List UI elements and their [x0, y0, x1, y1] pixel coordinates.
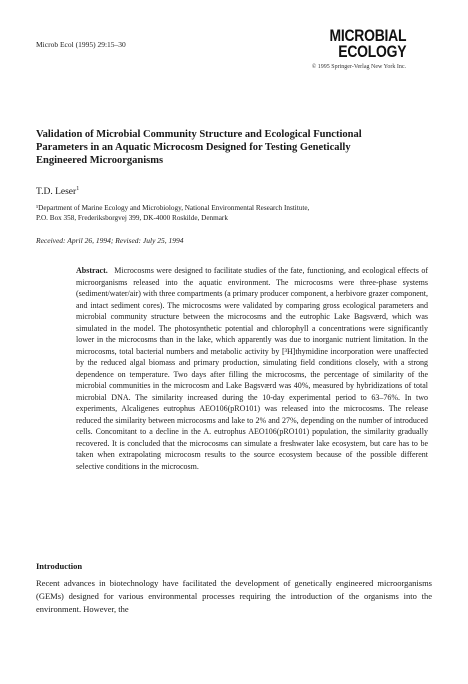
- journal-title-line2: ECOLOGY: [338, 42, 406, 61]
- author-superscript: 1: [76, 186, 80, 192]
- introduction-body: Recent advances in biotechnology have facilitated the development of genetically engineered microorganisms (GEMs) designed for various environmental processes requiring the introduction of the organisms into the environment. However, the: [36, 578, 432, 614]
- copyright-notice: © 1995 Springer-Verlag New York Inc.: [311, 64, 406, 70]
- affiliation: [36, 203, 416, 223]
- abstract-body: Microcosms were designed to facilitate studies of the fate, functioning, and ecological effects of microorganisms released into the aquatic environment. The microcosms were three-phase systems (sediment/water/air) with three compartments (a primary producer component, a herbivore grazer component, and intact sediment cores). The microcosms were validated by comparing gross ecological parameters and microbial community structure between the microcosms and the eutrophic Lake Bagsværd, which was simulated in the model. The photosynthetic potential and chlorophyll a concentrations were significantly lower in the microcosms than in the lake, which apparently was due to inorganic nutrient limitation. In the microcosms, total bacterial numbers and metabolic activity by [³H]thymidine incorporation were unaffected by the reduced algal biomass and primary production, simulating field conditions closely, with a strong dependence on temperature. Two days after filling the microcosms, the percentage of similarity of the microbial communities in the microcosm and Lake Bagsværd was 40%, measured by hybridizations of total microbial DNA. The similarity increased during the 10-day experimental period to 63–76%. In two experiments, Alcaligenes eutrophus AEO106(pRO101) was released into the microcosms. The release reduced the similarity between microcosms and lake to 2% and 27%, depending on the number of introduced cells. Concomitant to a decline in the A. eutrophus AEO106(pRO101) population, the similarity gradually recovered. It is concluded that the microcosms can simulate a freshwater lake ecosystem, but care has to be taken when extrapolating microcosm results to the source ecosystem because of the possible different selective conditions in the microcosm.: [76, 266, 428, 471]
- journal-title-line1: MICROBIAL: [329, 26, 406, 45]
- paper-title: Validation of Microbial Community Structure and Ecological Functional Parameters in an Aquatic Microcosm Designed for Testing Genetically Engineered Microorganisms: [36, 129, 362, 166]
- received-revised-dates: Received: April 26, 1994; Revised: July 25, 1994: [36, 236, 184, 245]
- introduction-heading: Introduction: [36, 561, 83, 571]
- journal-citation: Microb Ecol (1995) 29:15–30: [36, 40, 126, 49]
- author: [36, 186, 79, 197]
- author-name: T.D. Leser: [36, 187, 77, 198]
- affiliation-line-2: P.O. Box 358, Frederiksborgvej 399, DK-4000 Roskilde, Denmark: [36, 214, 228, 222]
- abstract-heading: Abstract.: [76, 266, 108, 275]
- affiliation-line-1: ¹Department of Marine Ecology and Microbiology, National Environmental Research Institute,: [36, 204, 310, 212]
- abstract: [76, 265, 428, 472]
- journal-masthead: [312, 28, 406, 70]
